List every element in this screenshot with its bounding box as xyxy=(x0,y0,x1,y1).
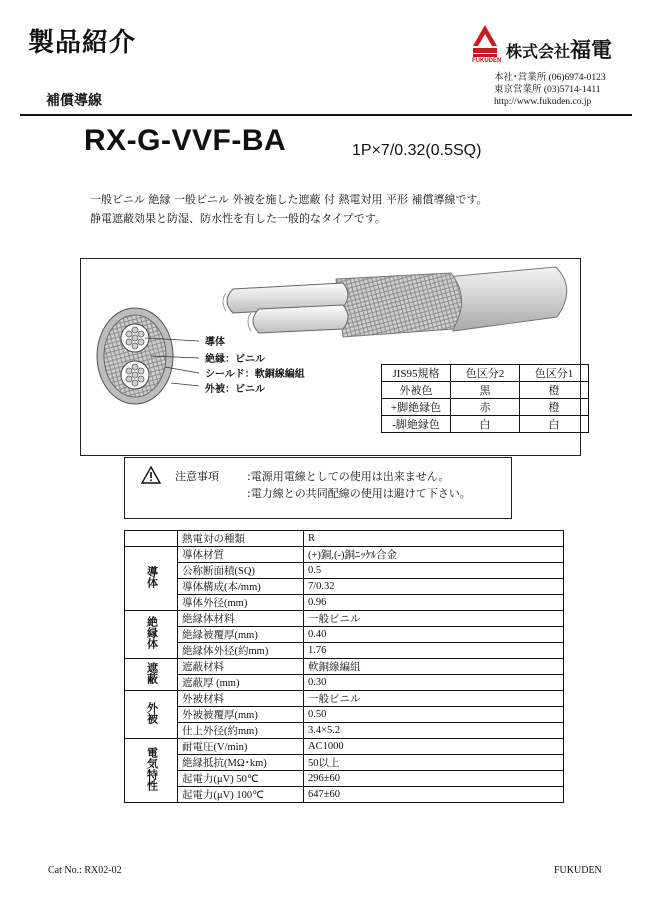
spec-item: 起電力(μV) 50℃ xyxy=(178,771,304,787)
table-row xyxy=(125,691,564,707)
spec-group-label xyxy=(125,691,178,739)
spec-item: 熱電対の種類 xyxy=(178,531,304,547)
spec-item: 仕上外径(約mm) xyxy=(178,723,304,739)
spec-item: 遮蔽厚 (mm) xyxy=(178,675,304,691)
outer-sheath xyxy=(446,267,567,331)
caution-line: :電力線との共同配線の使用は避けて下さい。 xyxy=(247,487,471,500)
table-row xyxy=(125,771,564,787)
spec-value: 3.4×5.2 xyxy=(304,723,564,739)
table-cell: 黒 xyxy=(451,382,520,399)
table-header: JIS95規格 xyxy=(382,365,451,382)
spec-item: 導体構成(本/mm) xyxy=(178,579,304,595)
table-row xyxy=(125,659,564,675)
spec-value: 1.76 xyxy=(304,643,564,659)
page-title: 製品紹介 xyxy=(28,28,137,58)
company-prefix: 株式会社 xyxy=(506,42,571,61)
spec-table xyxy=(124,530,564,803)
caution-label: 注意事項 xyxy=(175,470,219,483)
spec-group-label xyxy=(125,659,178,691)
spec-item: 起電力(μV) 100℃ xyxy=(178,787,304,803)
spec-group-label xyxy=(125,739,178,803)
address-line: 本社･営業所 (06)6974-0123 xyxy=(494,73,606,83)
description-line: 静電遮蔽効果と防湿、防水性を有した一般的なタイプです。 xyxy=(90,212,386,225)
table-cell: +脚絶縁色 xyxy=(382,399,451,416)
label-sheath: 外被：ビニル xyxy=(205,384,265,395)
caution-box xyxy=(124,457,512,519)
header-divider xyxy=(20,114,632,116)
caution-line: :電源用電線としての使用は出来ません。 xyxy=(247,470,450,483)
table-row xyxy=(125,723,564,739)
table-cell: 橙 xyxy=(520,382,589,399)
spec-value: 0.5 xyxy=(304,563,564,579)
spec-value: (+)銅,(-)銅ﾆｯｹﾙ合金 xyxy=(304,547,564,563)
footer-brand: FUKUDEN xyxy=(554,865,602,876)
label-conductor: 導体 xyxy=(205,337,225,348)
spec-value: 0.96 xyxy=(304,595,564,611)
shield-braid xyxy=(336,273,462,337)
product-model: RX-G-VVF-BA xyxy=(84,124,287,157)
table-row xyxy=(382,382,589,399)
spec-item: 絶縁体材料 xyxy=(178,611,304,627)
spec-item: 絶縁抵抗(MΩ･km) xyxy=(178,755,304,771)
spec-group-label xyxy=(125,611,178,659)
spec-value: 7/0.32 xyxy=(304,579,564,595)
caution-text xyxy=(247,468,471,502)
product-description xyxy=(90,190,488,228)
spec-group-label xyxy=(125,531,178,547)
spec-value: R xyxy=(304,531,564,547)
table-row xyxy=(125,547,564,563)
table-row xyxy=(125,579,564,595)
address-line: 東京営業所 (03)5714-1411 xyxy=(494,85,601,95)
table-cell: 橙 xyxy=(520,399,589,416)
spec-item: 導体外径(mm) xyxy=(178,595,304,611)
spec-item: 導体材質 xyxy=(178,547,304,563)
spec-item: 遮蔽材料 xyxy=(178,659,304,675)
table-header: 色区分2 xyxy=(451,365,520,382)
table-cell: 白 xyxy=(451,416,520,433)
table-row xyxy=(125,563,564,579)
category-subtitle: 補償導線 xyxy=(46,93,102,109)
spec-value: 一般ビニル xyxy=(304,611,564,627)
spec-value: 一般ビニル xyxy=(304,691,564,707)
spec-value: 軟銅線編組 xyxy=(304,659,564,675)
group-conductor: 導体 xyxy=(145,565,158,588)
table-row xyxy=(382,365,589,382)
table-cell: 外被色 xyxy=(382,382,451,399)
label-insulation: 絶縁：ビニル xyxy=(205,354,265,365)
table-row xyxy=(125,675,564,691)
table-row xyxy=(382,416,589,433)
table-cell: -脚絶縁色 xyxy=(382,416,451,433)
table-row xyxy=(125,755,564,771)
table-row xyxy=(125,643,564,659)
wire-lower xyxy=(253,305,348,333)
group-insulation: 絶縁体 xyxy=(145,616,158,649)
jis-color-table xyxy=(381,364,589,433)
spec-item: 絶縁体外径(約mm) xyxy=(178,643,304,659)
website-url: http://www.fukuden.co.jp xyxy=(494,97,592,107)
table-row xyxy=(125,611,564,627)
table-header: 色区分1 xyxy=(520,365,589,382)
spec-value: AC1000 xyxy=(304,739,564,755)
group-electrical: 電気特性 xyxy=(145,746,158,791)
company-address xyxy=(494,72,606,108)
table-row xyxy=(125,739,564,755)
label-shield: シールド：軟銅線編組 xyxy=(205,369,305,380)
table-cell: 赤 xyxy=(451,399,520,416)
spec-item: 耐電圧(V/min) xyxy=(178,739,304,755)
table-row xyxy=(382,399,589,416)
table-row xyxy=(125,531,564,547)
table-cell: 白 xyxy=(520,416,589,433)
group-sheath: 外被 xyxy=(145,701,158,724)
spec-item: 絶縁被覆厚(mm) xyxy=(178,627,304,643)
product-spec: 1P×7/0.32(0.5SQ) xyxy=(352,142,482,159)
company-main-name: 福電 xyxy=(570,38,613,62)
spec-value: 647±60 xyxy=(304,787,564,803)
table-row xyxy=(125,707,564,723)
table-row xyxy=(125,595,564,611)
spec-value: 0.30 xyxy=(304,675,564,691)
company-name xyxy=(506,34,612,64)
warning-icon xyxy=(141,466,161,484)
spec-value: 0.50 xyxy=(304,707,564,723)
spec-value: 50以上 xyxy=(304,755,564,771)
spec-item: 外被材料 xyxy=(178,691,304,707)
table-row xyxy=(125,627,564,643)
spec-item: 公称断面積(SQ) xyxy=(178,563,304,579)
spec-group-label xyxy=(125,547,178,611)
spec-value: 296±60 xyxy=(304,771,564,787)
spec-item: 外被被覆厚(mm) xyxy=(178,707,304,723)
catalog-number: Cat No.: RX02-02 xyxy=(48,865,122,876)
table-row xyxy=(125,787,564,803)
spec-value: 0.40 xyxy=(304,627,564,643)
group-shield: 遮蔽 xyxy=(145,661,158,684)
logo-caption: FUKUDEN xyxy=(472,58,502,64)
description-line: 一般ビニル 絶縁 一般ビニル 外被を施した遮蔽 付 熱電対用 平形 補償導線です。 xyxy=(90,193,488,206)
